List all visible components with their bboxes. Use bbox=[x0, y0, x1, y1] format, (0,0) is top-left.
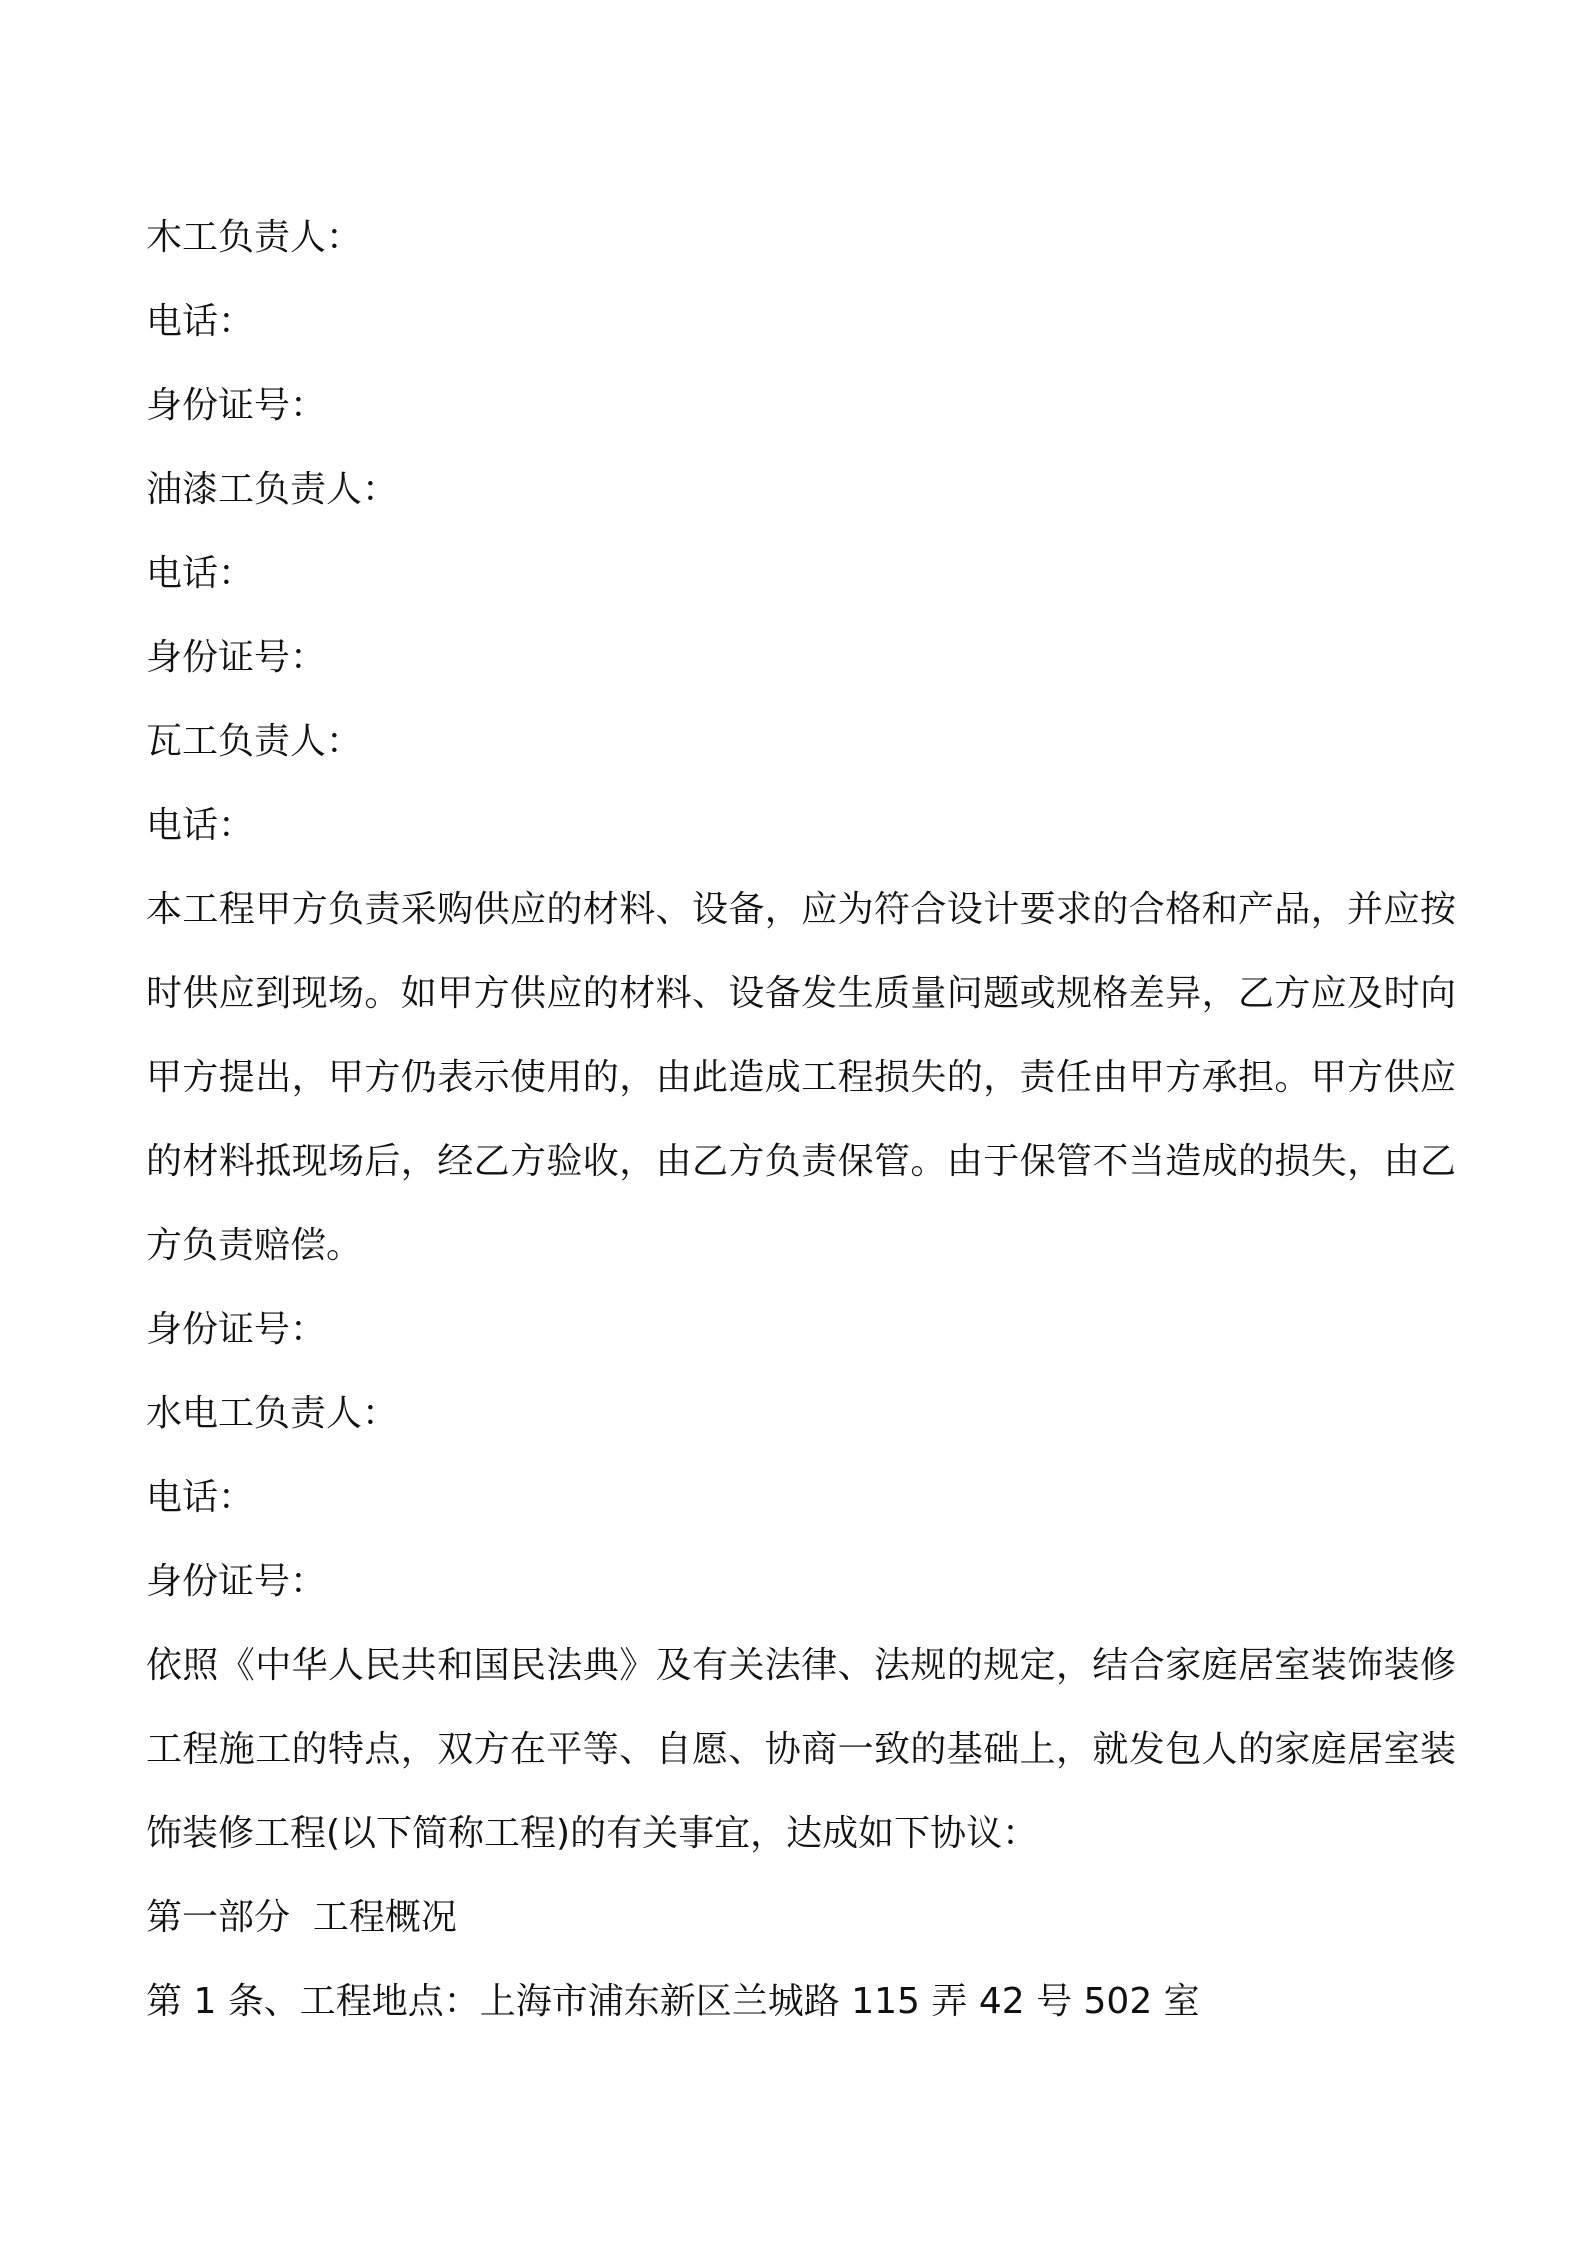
carpenter-id-label: 身份证号： bbox=[146, 385, 327, 426]
clause-1-location: 第 1 条、工程地点：上海市浦东新区兰城路 115 弄 42 号 502 室 bbox=[146, 1981, 1200, 2022]
painter-lead-label: 油漆工负责人： bbox=[146, 469, 399, 510]
electrician-lead-label: 水电工负责人： bbox=[146, 1393, 399, 1434]
carpenter-phone-label: 电话： bbox=[146, 301, 255, 342]
tiler-id-label: 身份证号： bbox=[146, 1309, 327, 1350]
painter-phone-label: 电话： bbox=[146, 553, 255, 594]
painter-id-label: 身份证号： bbox=[146, 637, 327, 678]
legal-basis-paragraph: 依照《中华人民共和国民法典》及有关法律、法规的规定，结合家庭居室装饰装修工程施工的特点，双方在平等、自愿、协商一致的基础上，就发包人的家庭居室装饰装修工程(以下简称工程)的有关事宜，达成如下协议： bbox=[146, 1645, 1456, 1854]
electrician-phone-label: 电话： bbox=[146, 1477, 255, 1518]
electrician-id-label: 身份证号： bbox=[146, 1561, 327, 1602]
section-title: 第一部分 工程概况 bbox=[146, 1897, 457, 1938]
tiler-lead-label: 瓦工负责人： bbox=[146, 721, 363, 762]
materials-paragraph: 本工程甲方负责采购供应的材料、设备，应为符合设计要求的合格和产品，并应按时供应到现场。如甲方供应的材料、设备发生质量问题或规格差异，乙方应及时向甲方提出，甲方仍表示使用的，由此造成工程损失的，责任由甲方承担。甲方供应的材料抵现场后，经乙方验收，由乙方负责保管。由于保管不当造成的损失，由乙方负责赔偿。 bbox=[146, 889, 1456, 1266]
tiler-phone-label: 电话： bbox=[146, 805, 255, 846]
carpenter-lead-label: 木工负责人： bbox=[146, 217, 363, 258]
document-body bbox=[146, 196, 1456, 2044]
